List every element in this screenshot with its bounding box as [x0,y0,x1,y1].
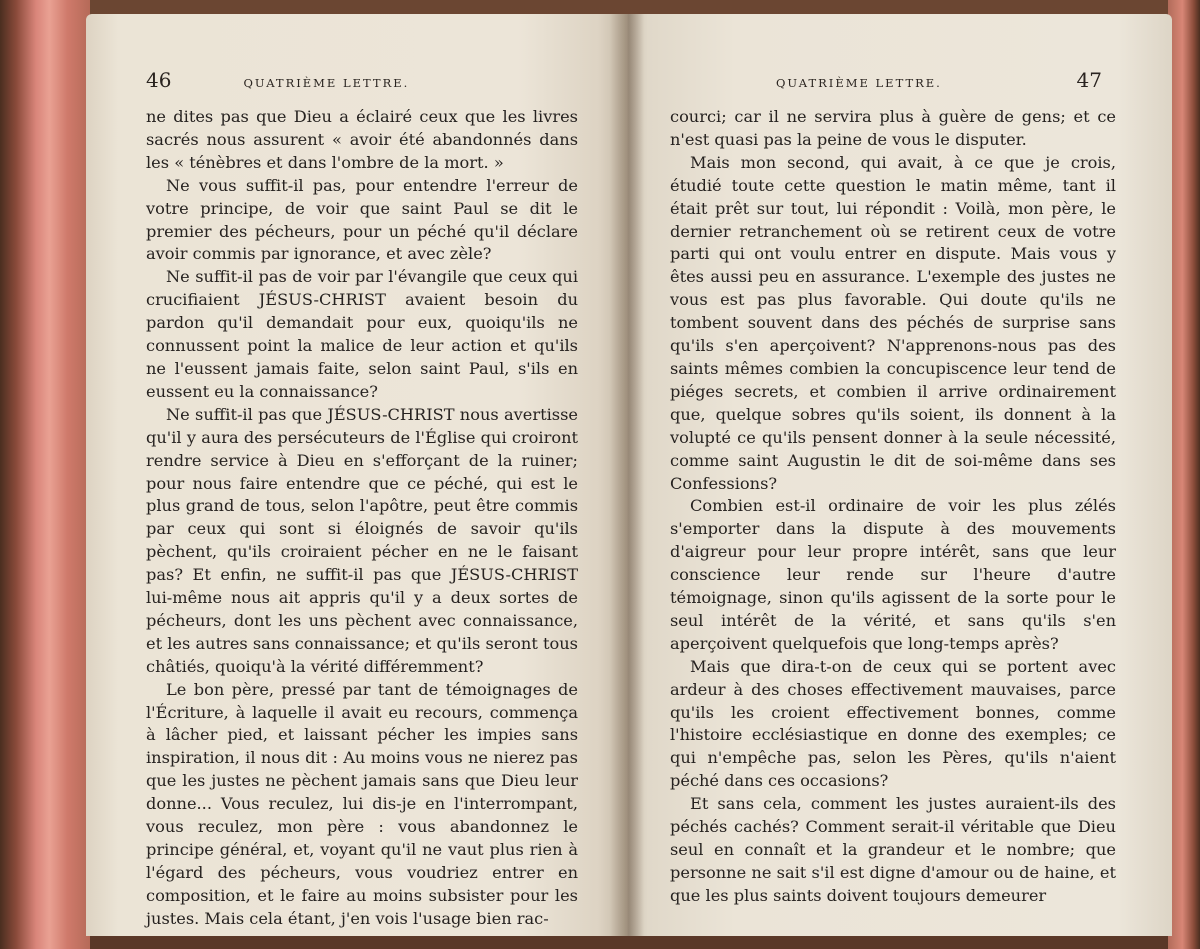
right-page-header [776,68,1102,98]
paragraph: Ne suffit-il pas de voir par l'évangile que ceux qui crucifiaient JÉSUS-CHRIST avaient besoin du pardon qu'il demandait pour eux, quoiqu'ils ne connussent point la malice de leur action et qu'ils ne l'eussent jamais faite, selon saint Paul, s'ils en eussent eu la connaissance? [146,267,578,401]
left-page-header [146,68,596,98]
paragraph: Ne suffit-il pas que JÉSUS-CHRIST nous avertisse qu'il y aura des persécuteurs de l'Église qui croiront rendre service à Dieu en s'efforçant de la ruiner; pour nous faire entendre que ce péché, qui est le plus grand de tous, selon l'apôtre, peut être commis par ceux qui sont si éloignés de savoir qu'ils pèchent, qu'ils croiraient pécher en ne le faisant pas? Et enfin, ne suffit-il pas que JÉSUS-CHRIST lui-même nous ait appris qu'il y a deux sortes de pécheurs, dont les uns pèchent avec connaissance, et les autres sans connaissance; et qu'ils seront tous châtiés, quoiqu'à la vérité différemment? [146,404,578,676]
paragraph: Mais que dira-t-on de ceux qui se portent avec ardeur à des choses effectivement mauvaises, parce qu'ils les croient effectivement bonnes, comme l'histoire ecclésiastique en donne des exemples; ce qui n'empêche pas, selon les Pères, qu'ils n'aient péché dans ces occasions? [670,656,1116,791]
paragraph: Combien est-il ordinaire de voir les plus zélés s'emporter dans la dispute à des mouvements d'aigreur pour leur propre intérêt, sans que leur conscience leur rende sur l'heure d'autre témoignage, sinon qu'ils agissent de la sorte pour le seul intérêt de la vérité, et sans qu'ils s'en aperçoivent quelquefois que long-temps après? [670,496,1116,653]
paragraph: Et sans cela, comment les justes auraient-ils des péchés cachés? Comment serait-il véritable que Dieu seul en connaît et la grandeur et le nombre; que personne ne sait s'il est digne d'amour ou de haine, et que les plus saints doivent toujours demeurer [670,794,1116,905]
book-gutter [610,14,644,936]
right-page-text [670,106,1116,908]
page-number: 46 [146,68,172,92]
running-head: QUATRIÈME LETTRE. [243,76,410,90]
page-number: 47 [1076,68,1102,92]
running-head: QUATRIÈME LETTRE. [776,76,942,90]
paragraph: Le bon père, pressé par tant de témoignages de l'Écriture, à laquelle il avait eu recours, commença à lâcher pied, et laissant pécher les impies sans inspiration, il nous dit : Au moins vous ne nierez pas que les justes ne pèchent jamais sans que Dieu leur donne... Vous reculez, lui dis-je en l'interrompant, vous reculez, mon père : vous abandonnez le principe général, et, voyant qu'il ne vaut plus rien à l'égard des pécheurs, vous voudriez entrer en composition, et le faire au moins subsister pour les justes. Mais cela étant, j'en vois l'usage bien rac- [146,679,578,928]
paragraph: Mais mon second, qui avait, à ce que je crois, étudié toute cette question le matin même, tant il était prêt sur tout, lui répondit : Voilà, mon père, le dernier retranchement où se retirent ceux de votre parti qui ont voulu entrer en dispute. Mais vous y êtes aussi peu en assurance. L'exemple des justes ne vous est pas plus favorable. Qui doute qu'ils ne tombent souvent dans des péchés de surprise sans qu'ils s'en aperçoivent? N'apprenons-nous pas des saints mêmes combien la concupiscence leur tend de piéges secrets, et combien il arrive ordinairement que, quelque sobres qu'ils soient, ils donnent à la volupté ce qu'ils pensent donner à la seule nécessité, comme saint Augustin le dit de soi-même dans ses Confessions? [670,152,1116,493]
left-page-text [146,106,578,931]
left-page [86,14,626,936]
paragraph: Ne vous suffit-il pas, pour entendre l'erreur de votre principe, de voir que saint Paul se dit le premier des pécheurs, pour un péché qu'il déclare avoir commis par ignorance, et avec zèle? [146,175,578,264]
paragraph: ne dites pas que Dieu a éclairé ceux que les livres sacrés nous assurent « avoir été abandonnés dans les « ténèbres et dans l'ombre de la mort. » [146,107,578,172]
book-edge-left [0,0,90,949]
paragraph: courci; car il ne servira plus à guère de gens; et ce n'est quasi pas la peine de vous le disputer. [670,107,1116,149]
right-page [626,14,1172,936]
book-edge-right [1168,0,1200,949]
